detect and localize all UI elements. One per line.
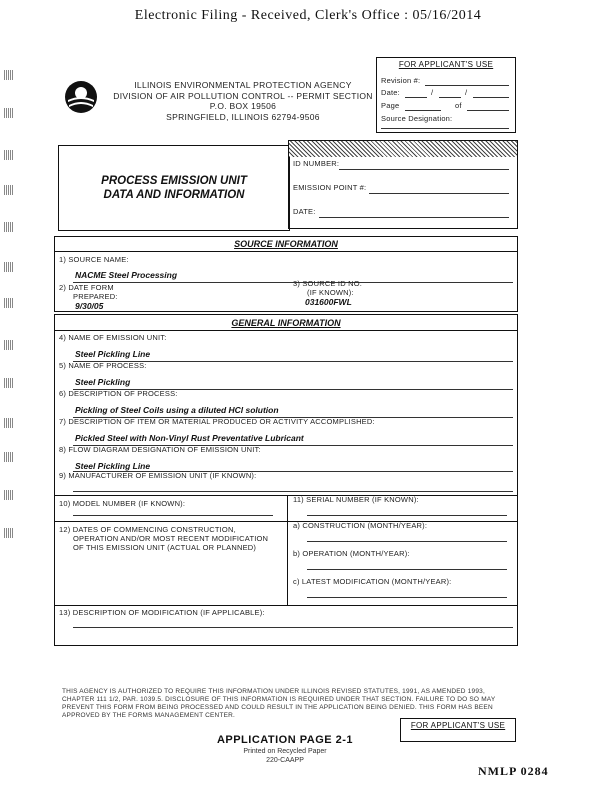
q6-label: 6) DESCRIPTION OF PROCESS: xyxy=(59,389,178,398)
scan-mark xyxy=(4,418,14,428)
general-info-box xyxy=(54,314,518,646)
q7-label: 7) DESCRIPTION OF ITEM OR MATERIAL PRODUCED OR ACTIVITY ACCOMPLISHED: xyxy=(59,417,375,426)
notice-line-1: THIS AGENCY IS AUTHORIZED TO REQUIRE THIS INFORMATION UNDER ILLINOIS REVISED STATUTES, 1991, AS AMENDED 1993, xyxy=(62,688,485,695)
notice-line-4: APPROVED BY THE FORMS MANAGEMENT CENTER. xyxy=(62,712,236,719)
form-title xyxy=(59,174,289,202)
emission-point-label: EMISSION POINT #: xyxy=(293,183,367,192)
q6-value[interactable]: Pickling of Steel Coils using a diluted HCl solution xyxy=(75,405,279,415)
id-number-label: ID NUMBER: xyxy=(293,159,340,168)
q12a-field[interactable] xyxy=(307,541,507,542)
scan-mark xyxy=(4,378,14,388)
agency-po-box: P.O. BOX 19506 xyxy=(209,101,277,111)
date-prepared-label xyxy=(59,283,118,301)
q12-label xyxy=(59,525,268,552)
agency-use-box xyxy=(288,140,518,229)
agency-use-stamp xyxy=(289,141,517,157)
applicant-use-box: FOR APPLICANT'S USE Revision #: Date: / / Page of Source Designation: xyxy=(376,57,516,133)
scan-mark xyxy=(4,185,14,195)
date-prepared-label-2: PREPARED: xyxy=(73,292,118,301)
q8-label: 8) FLOW DIAGRAM DESIGNATION OF EMISSION UNIT: xyxy=(59,445,261,454)
source-designation-label: Source Designation: xyxy=(381,114,453,123)
date-month-field[interactable] xyxy=(405,97,427,98)
form-title-line-1: PROCESS EMISSION UNIT xyxy=(101,175,247,187)
page-label: Page xyxy=(381,101,400,110)
applicant-use-title: FOR APPLICANT'S USE xyxy=(398,60,494,69)
page-field[interactable] xyxy=(405,110,441,111)
q4-label: 4) NAME OF EMISSION UNIT: xyxy=(59,333,167,342)
q8-value[interactable]: Steel Pickling Line xyxy=(75,461,151,471)
q5-label: 5) NAME OF PROCESS: xyxy=(59,361,147,370)
source-info-box xyxy=(54,236,518,312)
q13-label: 13) DESCRIPTION OF MODIFICATION (IF APPLICABLE): xyxy=(59,608,265,617)
footer-applicant-box xyxy=(400,718,516,742)
q12c-label: c) LATEST MODIFICATION (MONTH/YEAR): xyxy=(293,577,452,586)
scan-mark xyxy=(4,340,14,350)
agency-date-label: DATE: xyxy=(293,207,316,216)
source-name-value[interactable]: NACME Steel Processing xyxy=(75,270,178,280)
q4-value[interactable]: Steel Pickling Line xyxy=(75,349,151,359)
source-name-label: 1) SOURCE NAME: xyxy=(59,255,129,264)
iepa-logo xyxy=(64,80,98,114)
q9-field[interactable] xyxy=(73,491,513,492)
source-info-heading: SOURCE INFORMATION xyxy=(234,239,338,249)
scan-mark xyxy=(4,262,14,272)
id-number-field[interactable] xyxy=(339,169,509,170)
revision-label: Revision #: xyxy=(381,76,421,85)
revision-field[interactable] xyxy=(425,85,509,86)
of-field[interactable] xyxy=(467,110,509,111)
q5-value[interactable]: Steel Pickling xyxy=(75,377,131,387)
agency-date-field[interactable] xyxy=(319,217,509,218)
date-day-field[interactable] xyxy=(439,97,461,98)
q12-label-2: OPERATION AND/OR MOST RECENT MODIFICATION xyxy=(73,534,269,543)
printed-note: Printed on Recycled Paper xyxy=(243,748,327,755)
scan-mark xyxy=(4,222,14,232)
q12b-label: b) OPERATION (MONTH/YEAR): xyxy=(293,549,410,558)
notice-line-3: PREVENT THIS FORM FROM BEING PROCESSED AND COULD RESULT IN THE APPLICATION BEING DENIED. THIS FORM HAS BEEN xyxy=(62,704,493,711)
q7-value[interactable]: Pickled Steel with Non-Vinyl Rust Preventative Lubricant xyxy=(75,433,304,443)
scan-mark xyxy=(4,452,14,462)
q9-label: 9) MANUFACTURER OF EMISSION UNIT (IF KNOWN): xyxy=(59,471,257,480)
source-id-value[interactable]: 031600FWL xyxy=(305,297,352,307)
q12c-field[interactable] xyxy=(307,597,507,598)
scan-mark xyxy=(4,108,14,118)
general-info-heading: GENERAL INFORMATION xyxy=(231,318,341,328)
q13-field[interactable] xyxy=(73,627,513,628)
q12-label-1: 12) DATES OF COMMENCING CONSTRUCTION, xyxy=(59,525,236,534)
q12a-label: a) CONSTRUCTION (MONTH/YEAR): xyxy=(293,521,428,530)
q12-label-3: OF THIS EMISSION UNIT (ACTUAL OR PLANNED) xyxy=(73,543,257,552)
agency-city: SPRINGFIELD, ILLINOIS 62794-9506 xyxy=(166,111,320,122)
date-year-field[interactable] xyxy=(473,97,509,98)
source-id-label-2: (IF KNOWN): xyxy=(307,288,354,297)
agency-block xyxy=(108,80,378,122)
of-label: of xyxy=(455,101,462,110)
agency-name: ILLINOIS ENVIRONMENTAL PROTECTION AGENCY xyxy=(134,80,352,90)
statutory-notice xyxy=(62,688,532,720)
form-title-line-2: DATA AND INFORMATION xyxy=(103,189,245,201)
q10-label: 10) MODEL NUMBER (IF KNOWN): xyxy=(59,499,186,508)
q11-label: 11) SERIAL NUMBER (IF KNOWN): xyxy=(293,495,419,504)
notice-line-2: CHAPTER 111 1/2, PAR. 1039.5. DISCLOSURE OF THIS INFORMATION IS REQUIRED UNDER THAT SECTION. FAILURE TO DO SO MAY xyxy=(62,696,496,703)
date-label: Date: xyxy=(381,88,400,97)
source-id-label-1: 3) SOURCE ID NO. xyxy=(293,279,363,288)
date-prepared-value[interactable]: 9/30/05 xyxy=(75,301,104,311)
emission-point-field[interactable] xyxy=(369,193,509,194)
filing-header: Electronic Filing - Received, Clerk's Office : 05/16/2014 xyxy=(134,8,482,23)
source-designation-field[interactable] xyxy=(381,128,509,129)
scan-mark xyxy=(4,150,14,160)
scan-mark xyxy=(4,528,14,538)
scan-mark xyxy=(4,490,14,500)
scan-mark xyxy=(4,298,14,308)
footer-applicant-title: FOR APPLICANT'S USE xyxy=(410,721,506,730)
form-number: 220-CAAPP xyxy=(266,757,304,764)
q10-field[interactable] xyxy=(73,515,273,516)
form-title-box xyxy=(58,145,290,231)
bates-number: NMLP 0284 xyxy=(478,764,549,778)
q12b-field[interactable] xyxy=(307,569,507,570)
source-id-label xyxy=(293,279,362,297)
application-page-title: APPLICATION PAGE 2-1 xyxy=(216,734,354,746)
agency-division: DIVISION OF AIR POLLUTION CONTROL -- PERMIT SECTION xyxy=(113,90,373,101)
date-prepared-label-1: 2) DATE FORM xyxy=(59,283,114,292)
scan-mark xyxy=(4,70,14,80)
q11-field[interactable] xyxy=(307,515,507,516)
